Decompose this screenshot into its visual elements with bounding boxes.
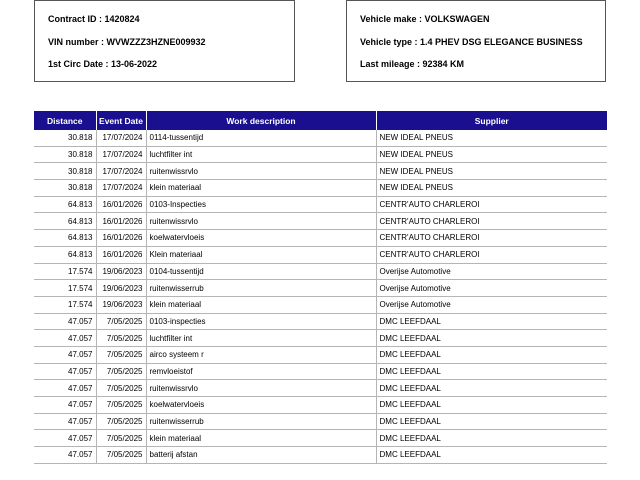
cell-event-date: 7/05/2025 — [96, 380, 146, 397]
cell-event-date: 7/05/2025 — [96, 313, 146, 330]
cell-distance: 17.574 — [34, 296, 96, 313]
cell-event-date: 16/01/2026 — [96, 213, 146, 230]
cell-distance: 47.057 — [34, 313, 96, 330]
cell-supplier: NEW IDEAL PNEUS — [376, 130, 607, 146]
table-row — [34, 180, 607, 197]
cell-event-date: 7/05/2025 — [96, 430, 146, 447]
vehicle-info-box — [346, 0, 606, 82]
cell-supplier: DMC LEEFDAAL — [376, 413, 607, 430]
cell-work-description: klein materiaal — [146, 296, 376, 313]
cell-distance: 47.057 — [34, 363, 96, 380]
cell-supplier: Overijse Automotive — [376, 296, 607, 313]
cell-supplier: CENTR'AUTO CHARLEROI — [376, 246, 607, 263]
cell-work-description: airco systeem r — [146, 346, 376, 363]
cell-distance: 64.813 — [34, 246, 96, 263]
cell-work-description: 0103-Inspecties — [146, 196, 376, 213]
cell-work-description: 0103-inspecties — [146, 313, 376, 330]
cell-event-date: 19/06/2023 — [96, 263, 146, 280]
contract-id: Contract ID : 1420824 — [48, 14, 140, 24]
cell-event-date: 17/07/2024 — [96, 163, 146, 180]
table-row — [34, 346, 607, 363]
cell-work-description: luchtfilter int — [146, 146, 376, 163]
cell-supplier: DMC LEEFDAAL — [376, 313, 607, 330]
maintenance-table — [34, 111, 607, 464]
cell-work-description: batterij afstan — [146, 447, 376, 464]
cell-work-description: koelwatervloeis — [146, 230, 376, 247]
table-row — [34, 447, 607, 464]
table-row — [34, 330, 607, 347]
cell-supplier: NEW IDEAL PNEUS — [376, 180, 607, 197]
first-circulation-date: 1st Circ Date : 13-06-2022 — [48, 59, 158, 69]
cell-supplier: DMC LEEFDAAL — [376, 447, 607, 464]
table-row — [34, 130, 607, 146]
cell-work-description: klein materiaal — [146, 430, 376, 447]
cell-supplier: DMC LEEFDAAL — [376, 430, 607, 447]
vehicle-type: Vehicle type : 1.4 PHEV DSG ELEGANCE BUSINESS — [360, 37, 583, 47]
table-header-row — [34, 111, 607, 130]
cell-distance: 47.057 — [34, 413, 96, 430]
cell-supplier: CENTR'AUTO CHARLEROI — [376, 196, 607, 213]
cell-distance: 47.057 — [34, 430, 96, 447]
cell-work-description: klein materiaal — [146, 180, 376, 197]
table-row — [34, 313, 607, 330]
cell-event-date: 7/05/2025 — [96, 447, 146, 464]
table-row — [34, 230, 607, 247]
cell-distance: 64.813 — [34, 196, 96, 213]
cell-distance: 64.813 — [34, 230, 96, 247]
cell-distance: 47.057 — [34, 447, 96, 464]
table-row — [34, 196, 607, 213]
table-row — [34, 296, 607, 313]
table-row — [34, 380, 607, 397]
table-row — [34, 163, 607, 180]
cell-supplier: DMC LEEFDAAL — [376, 363, 607, 380]
contract-info-box — [34, 0, 295, 82]
cell-supplier: DMC LEEFDAAL — [376, 330, 607, 347]
table-row — [34, 430, 607, 447]
cell-distance: 47.057 — [34, 330, 96, 347]
cell-distance: 47.057 — [34, 380, 96, 397]
cell-work-description: ruitenwissrvlo — [146, 163, 376, 180]
cell-distance: 64.813 — [34, 213, 96, 230]
cell-supplier: DMC LEEFDAAL — [376, 397, 607, 414]
cell-supplier: DMC LEEFDAAL — [376, 380, 607, 397]
cell-distance: 17.574 — [34, 263, 96, 280]
table-row — [34, 363, 607, 380]
vehicle-make: Vehicle make : VOLKSWAGEN — [360, 14, 490, 24]
last-mileage: Last mileage : 92384 KM — [360, 59, 465, 69]
table-row — [34, 246, 607, 263]
cell-event-date: 16/01/2026 — [96, 246, 146, 263]
cell-supplier: NEW IDEAL PNEUS — [376, 163, 607, 180]
cell-event-date: 17/07/2024 — [96, 146, 146, 163]
header-distance: Distance — [34, 111, 96, 130]
cell-event-date: 17/07/2024 — [96, 130, 146, 146]
cell-event-date: 16/01/2026 — [96, 230, 146, 247]
header-supplier: Supplier — [376, 111, 607, 130]
cell-event-date: 16/01/2026 — [96, 196, 146, 213]
cell-distance: 17.574 — [34, 280, 96, 297]
cell-supplier: Overijse Automotive — [376, 280, 607, 297]
cell-supplier: DMC LEEFDAAL — [376, 346, 607, 363]
cell-event-date: 7/05/2025 — [96, 346, 146, 363]
cell-event-date: 7/05/2025 — [96, 330, 146, 347]
table-row — [34, 397, 607, 414]
cell-event-date: 19/06/2023 — [96, 296, 146, 313]
cell-work-description: remvloeistof — [146, 363, 376, 380]
cell-work-description: ruitenwisserrub — [146, 280, 376, 297]
table-body — [34, 130, 607, 463]
cell-supplier: NEW IDEAL PNEUS — [376, 146, 607, 163]
cell-work-description: Klein materiaal — [146, 246, 376, 263]
cell-distance: 30.818 — [34, 130, 96, 146]
cell-work-description: ruitenwissrvlo — [146, 380, 376, 397]
table-row — [34, 213, 607, 230]
cell-work-description: luchtfilter int — [146, 330, 376, 347]
cell-work-description: ruitenwisserrub — [146, 413, 376, 430]
cell-event-date: 7/05/2025 — [96, 413, 146, 430]
table-row — [34, 146, 607, 163]
cell-work-description: 0114-tussentijd — [146, 130, 376, 146]
cell-distance: 30.818 — [34, 163, 96, 180]
cell-distance: 30.818 — [34, 180, 96, 197]
cell-supplier: CENTR'AUTO CHARLEROI — [376, 230, 607, 247]
cell-supplier: Overijse Automotive — [376, 263, 607, 280]
vin-number: VIN number : WVWZZZ3HZNE009932 — [48, 37, 206, 47]
cell-event-date: 7/05/2025 — [96, 363, 146, 380]
header-event-date: Event Date — [96, 111, 146, 130]
table-row — [34, 413, 607, 430]
cell-event-date: 19/06/2023 — [96, 280, 146, 297]
cell-event-date: 7/05/2025 — [96, 397, 146, 414]
header-work-description: Work description — [146, 111, 376, 130]
cell-supplier: CENTR'AUTO CHARLEROI — [376, 213, 607, 230]
cell-work-description: ruitenwissrvlo — [146, 213, 376, 230]
table-row — [34, 280, 607, 297]
cell-event-date: 17/07/2024 — [96, 180, 146, 197]
cell-distance: 47.057 — [34, 346, 96, 363]
cell-work-description: koelwatervloeis — [146, 397, 376, 414]
cell-work-description: 0104-tussentijd — [146, 263, 376, 280]
cell-distance: 47.057 — [34, 397, 96, 414]
table-row — [34, 263, 607, 280]
cell-distance: 30.818 — [34, 146, 96, 163]
